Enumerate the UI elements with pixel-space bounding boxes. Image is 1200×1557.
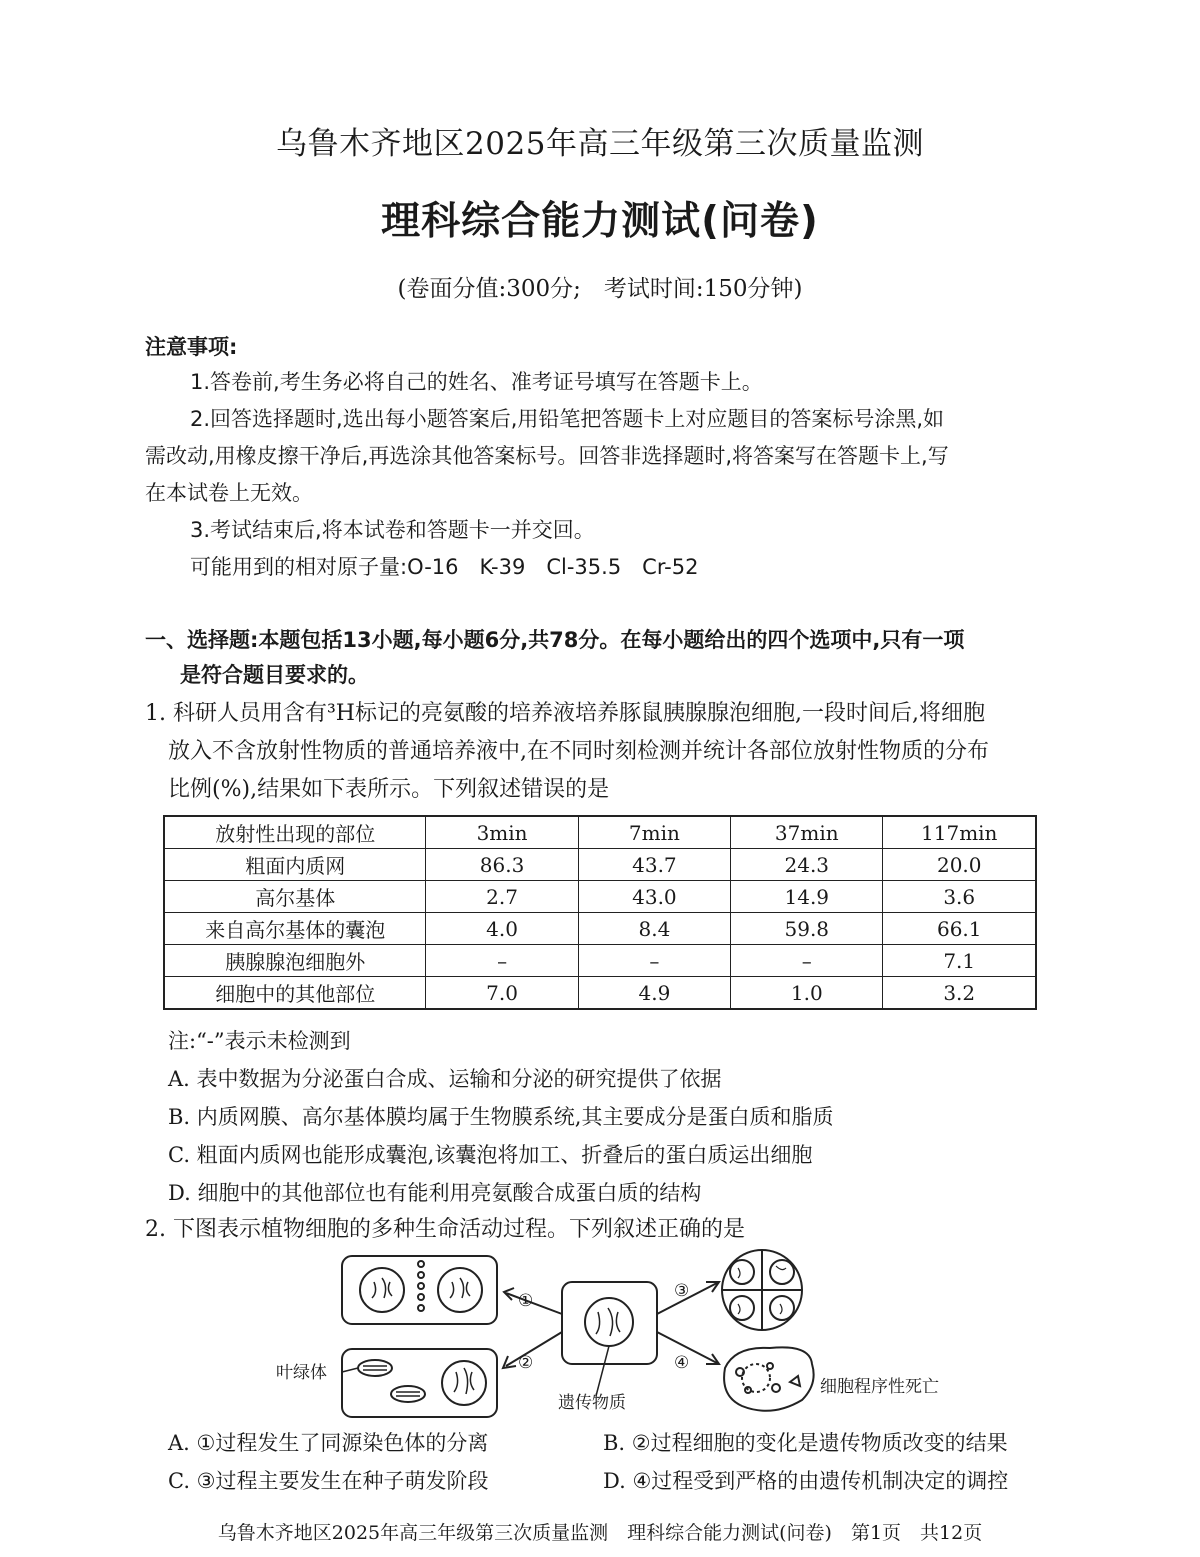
process-mark-2: ② (518, 1353, 534, 1373)
notice-item-2-line-1: 2.回答选择题时,选出每小题答案后,用铅笔把答题卡上对应题目的答案标号涂黑,如 (190, 407, 945, 431)
page-footer: 乌鲁木齐地区2025年高三年级第三次质量监测 理科综合能力测试(问卷) 第1页 共12页 (217, 1522, 983, 1544)
cell-quartet (722, 1250, 802, 1330)
apoptotic-cell (724, 1347, 814, 1410)
genetic-material-label: 遗传物质 (558, 1393, 626, 1413)
q1-option-c: C. 粗面内质网也能形成囊泡,该囊泡将加工、折叠后的蛋白质运出细胞 (168, 1143, 813, 1167)
q2-option-a: A. ①过程发生了同源染色体的分离 (168, 1431, 489, 1455)
notice-item-2-line-2: 需改动,用橡皮擦干净后,再选涂其他答案标号。回答非选择题时,将答案写在答题卡上,写 (145, 444, 949, 468)
table-cell: 59.8 (731, 913, 883, 945)
q1-option-a: A. 表中数据为分泌蛋白合成、运输和分泌的研究提供了依据 (168, 1067, 722, 1091)
q2-option-b: B. ②过程细胞的变化是遗传物质改变的结果 (603, 1431, 1008, 1455)
score-time-line: (卷面分值:300分; 考试时间:150分钟) (397, 276, 803, 302)
table-header-cell: 3min (426, 816, 578, 849)
q1-stem-line-2: 放入不含放射性物质的普通培养液中,在不同时刻检测并统计各部位放射性物质的分布 (168, 739, 989, 764)
section-1-heading-cont: 是符合题目要求的。 (180, 663, 369, 687)
table-cell: 43.0 (578, 881, 730, 913)
table-cell: 7.1 (883, 945, 1036, 977)
table-cell: 20.0 (883, 849, 1036, 881)
paper-main-title: 理科综合能力测试(问卷) (381, 199, 819, 244)
table-cell: 3.6 (883, 881, 1036, 913)
table-cell: 2.7 (426, 881, 578, 913)
process-mark-4: ④ (674, 1353, 690, 1373)
table-cell: 1.0 (731, 977, 883, 1010)
notice-item-1: 1.答卷前,考生务必将自己的姓名、准考证号填写在答题卡上。 (190, 370, 763, 394)
table-cell: 来自高尔基体的囊泡 (164, 913, 426, 945)
exam-header-title: 乌鲁木齐地区2025年高三年级第三次质量监测 (276, 126, 924, 162)
notice-item-2-line-3: 在本试卷上无效。 (145, 481, 313, 505)
q1-option-b: B. 内质网膜、高尔基体膜均属于生物膜系统,其主要成分是蛋白质和脂质 (168, 1105, 834, 1129)
table-row (164, 913, 1036, 945)
q1-table-note: 注:“-”表示未检测到 (168, 1029, 351, 1053)
table-cell: 7.0 (426, 977, 578, 1010)
table-cell: 86.3 (426, 849, 578, 881)
table-cell: 4.0 (426, 913, 578, 945)
table-cell: 细胞中的其他部位 (164, 977, 426, 1010)
table-cell: 43.7 (578, 849, 730, 881)
section-1-heading: 一、选择题:本题包括13小题,每小题6分,共78分。在每小题给出的四个选项中,只有一项 (145, 628, 965, 652)
table-cell: 4.9 (578, 977, 730, 1010)
table-cell: 66.1 (883, 913, 1036, 945)
process-mark-3: ③ (674, 1281, 690, 1301)
table-cell: 3.2 (883, 977, 1036, 1010)
table-cell: 8.4 (578, 913, 730, 945)
table-cell: 14.9 (731, 881, 883, 913)
table-header-cell: 117min (883, 816, 1036, 849)
table-row (164, 881, 1036, 913)
table-row (164, 945, 1036, 977)
apoptosis-label: 细胞程序性死亡 (820, 1377, 939, 1397)
q2-stem: 2. 下图表示植物细胞的多种生命活动过程。下列叙述正确的是 (145, 1217, 745, 1242)
center-cell (562, 1282, 657, 1396)
q1-stem-line-3: 比例(%),结果如下表所示。下列叙述错误的是 (168, 777, 610, 802)
q1-stem-line-1: 1. 科研人员用含有³H标记的亮氨酸的培养液培养豚鼠胰腺腺泡细胞,一段时间后,将细胞 (145, 701, 985, 726)
q1-option-d: D. 细胞中的其他部位也有能利用亮氨酸合成蛋白质的结构 (168, 1181, 702, 1205)
table-cell: 24.3 (731, 849, 883, 881)
table-row (164, 977, 1036, 1010)
table-header-cell: 放射性出现的部位 (164, 816, 426, 849)
table-header-cell: 37min (731, 816, 883, 849)
q2-option-c: C. ③过程主要发生在种子萌发阶段 (168, 1469, 489, 1493)
process-mark-1: ① (518, 1291, 534, 1311)
cell-process-diagram (270, 1248, 970, 1423)
dividing-cell (342, 1256, 497, 1324)
table-header-row (164, 816, 1036, 849)
table-row (164, 849, 1036, 881)
chloroplast-cell (342, 1349, 497, 1417)
table-cell: – (731, 945, 883, 977)
table-cell: 粗面内质网 (164, 849, 426, 881)
q2-option-d: D. ④过程受到严格的由遗传机制决定的调控 (603, 1469, 1009, 1493)
q1-data-table (163, 815, 1037, 1010)
notice-heading: 注意事项: (145, 335, 238, 359)
notice-item-3: 3.考试结束后,将本试卷和答题卡一并交回。 (190, 518, 595, 542)
chloroplast-label: 叶绿体 (276, 1363, 327, 1383)
table-cell: – (578, 945, 730, 977)
table-cell: 胰腺腺泡细胞外 (164, 945, 426, 977)
atomic-mass-line: 可能用到的相对原子量:O-16 K-39 Cl-35.5 Cr-52 (190, 555, 699, 579)
table-cell: – (426, 945, 578, 977)
table-header-cell: 7min (578, 816, 730, 849)
table-cell: 高尔基体 (164, 881, 426, 913)
